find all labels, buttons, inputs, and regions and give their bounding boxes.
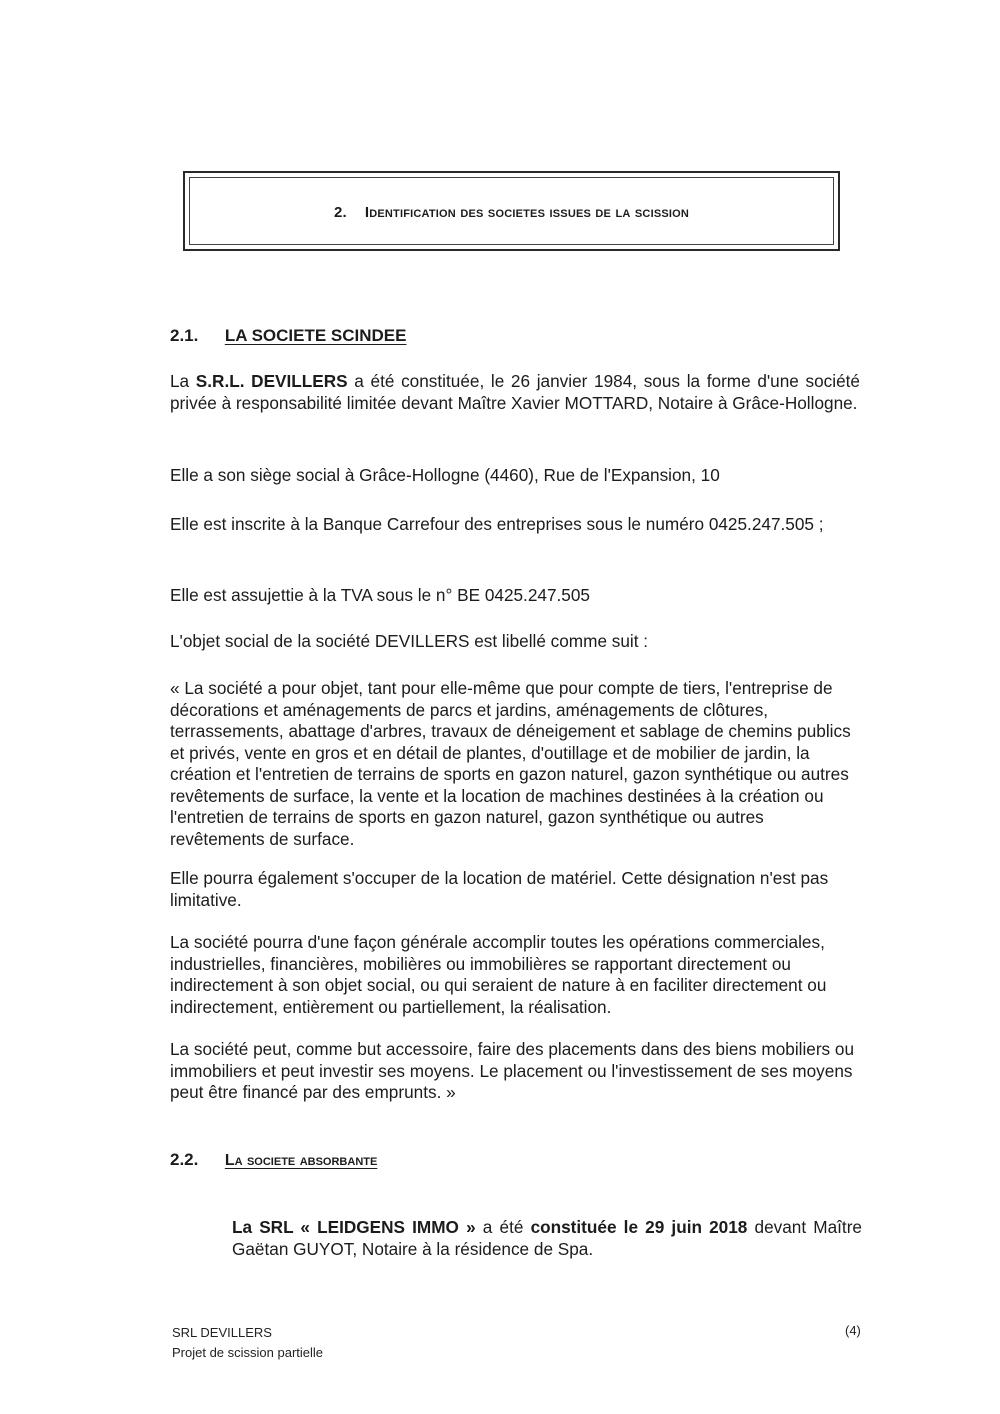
paragraph-leidgens-mid: a été (475, 1217, 531, 1237)
paragraph-constitution (170, 371, 860, 414)
paragraph-constitution-suffix: a été constituée, le 26 janvier 1984, sous la forme d'une société privée à responsabilité limitée devant Maître Xavier MOTTARD, Notaire à Grâce-Hollogne. (170, 371, 860, 413)
paragraph-siege-social: Elle a son siège social à Grâce-Hollogne (4460), Rue de l'Expansion, 10 (170, 465, 720, 485)
heading-2-1-title: LA SOCIETE SCINDEE (224, 326, 407, 345)
footer (172, 1323, 323, 1363)
paragraph-bce: Elle est inscrite à la Banque Carrefour des entreprises sous le numéro 0425.247.505 ; (170, 514, 824, 534)
paragraph-constitution-prefix: La (170, 371, 196, 391)
section-banner (183, 171, 840, 251)
footer-document-title: Projet de scission partielle (172, 1345, 324, 1360)
paragraph-location: Elle pourra également s'occuper de la location de matériel. Cette désignation n'est pas limitative. (170, 868, 829, 910)
paragraph-objet-intro: L'objet social de la société DEVILLERS est libellé comme suit : (170, 631, 649, 651)
heading-2-1-number: 2.1. (170, 326, 199, 345)
constitution-date: constituée le 29 juin 2018 (530, 1217, 748, 1237)
section-banner-number: 2. (333, 204, 347, 221)
heading-2-2 (170, 1150, 377, 1170)
heading-2-1 (170, 326, 406, 346)
page-number: (4) (845, 1323, 861, 1338)
paragraph-operations: La société pourra d'une façon générale accomplir toutes les opérations commerciales, industrielles, financières, mobilières ou immobilières se rapportant directement ou indirectement à son objet social, ou qui seraient de nature à en faciliter directement ou indirectement, entièrement ou partiellement, la réalisation. (170, 932, 827, 1017)
footer-company: SRL DEVILLERS (172, 1325, 272, 1340)
section-banner-title (185, 204, 838, 221)
paragraph-placements: La société peut, comme but accessoire, faire des placements dans des biens mobiliers ou immobiliers et peut investir ses moyens. Le placement ou l'investissement de ses moyens peut être financé par des emprunts. » (170, 1039, 855, 1102)
heading-2-2-number: 2.2. (170, 1150, 199, 1169)
company-name-leidgens: La SRL « LEIDGENS IMMO » (232, 1217, 476, 1237)
paragraph-leidgens-suffix: devant Maître Gaëtan GUYOT, Notaire à la résidence de Spa. (232, 1217, 862, 1259)
paragraph-objet-social: « La société a pour objet, tant pour elle-même que pour compte de tiers, l'entreprise de décorations et aménagements de parcs et jardins, aménagements de clôtures, terrassements, abattage d'arbres, travaux de déneigement et sablage de chemins publics et privés, vente en gros et en détail de plantes, d'outillage et de mobilier de jardin, la création et l'entretien de terrains de sports en gazon naturel, gazon synthétique ou autres revêtements de surface, la vente et la location de machines destinées à la création ou l'entretien de terrains de sports en gazon naturel, gazon synthétique ou autres revêtements de surface. (170, 678, 851, 849)
paragraph-tva: Elle est assujettie à la TVA sous le n° BE 0425.247.505 (170, 585, 590, 605)
heading-2-2-title: La societe absorbante (224, 1152, 378, 1169)
paragraph-leidgens (232, 1217, 862, 1260)
section-banner-text: Identification des societes issues de la scission (364, 204, 690, 221)
company-name-devillers: S.R.L. DEVILLERS (195, 371, 348, 391)
